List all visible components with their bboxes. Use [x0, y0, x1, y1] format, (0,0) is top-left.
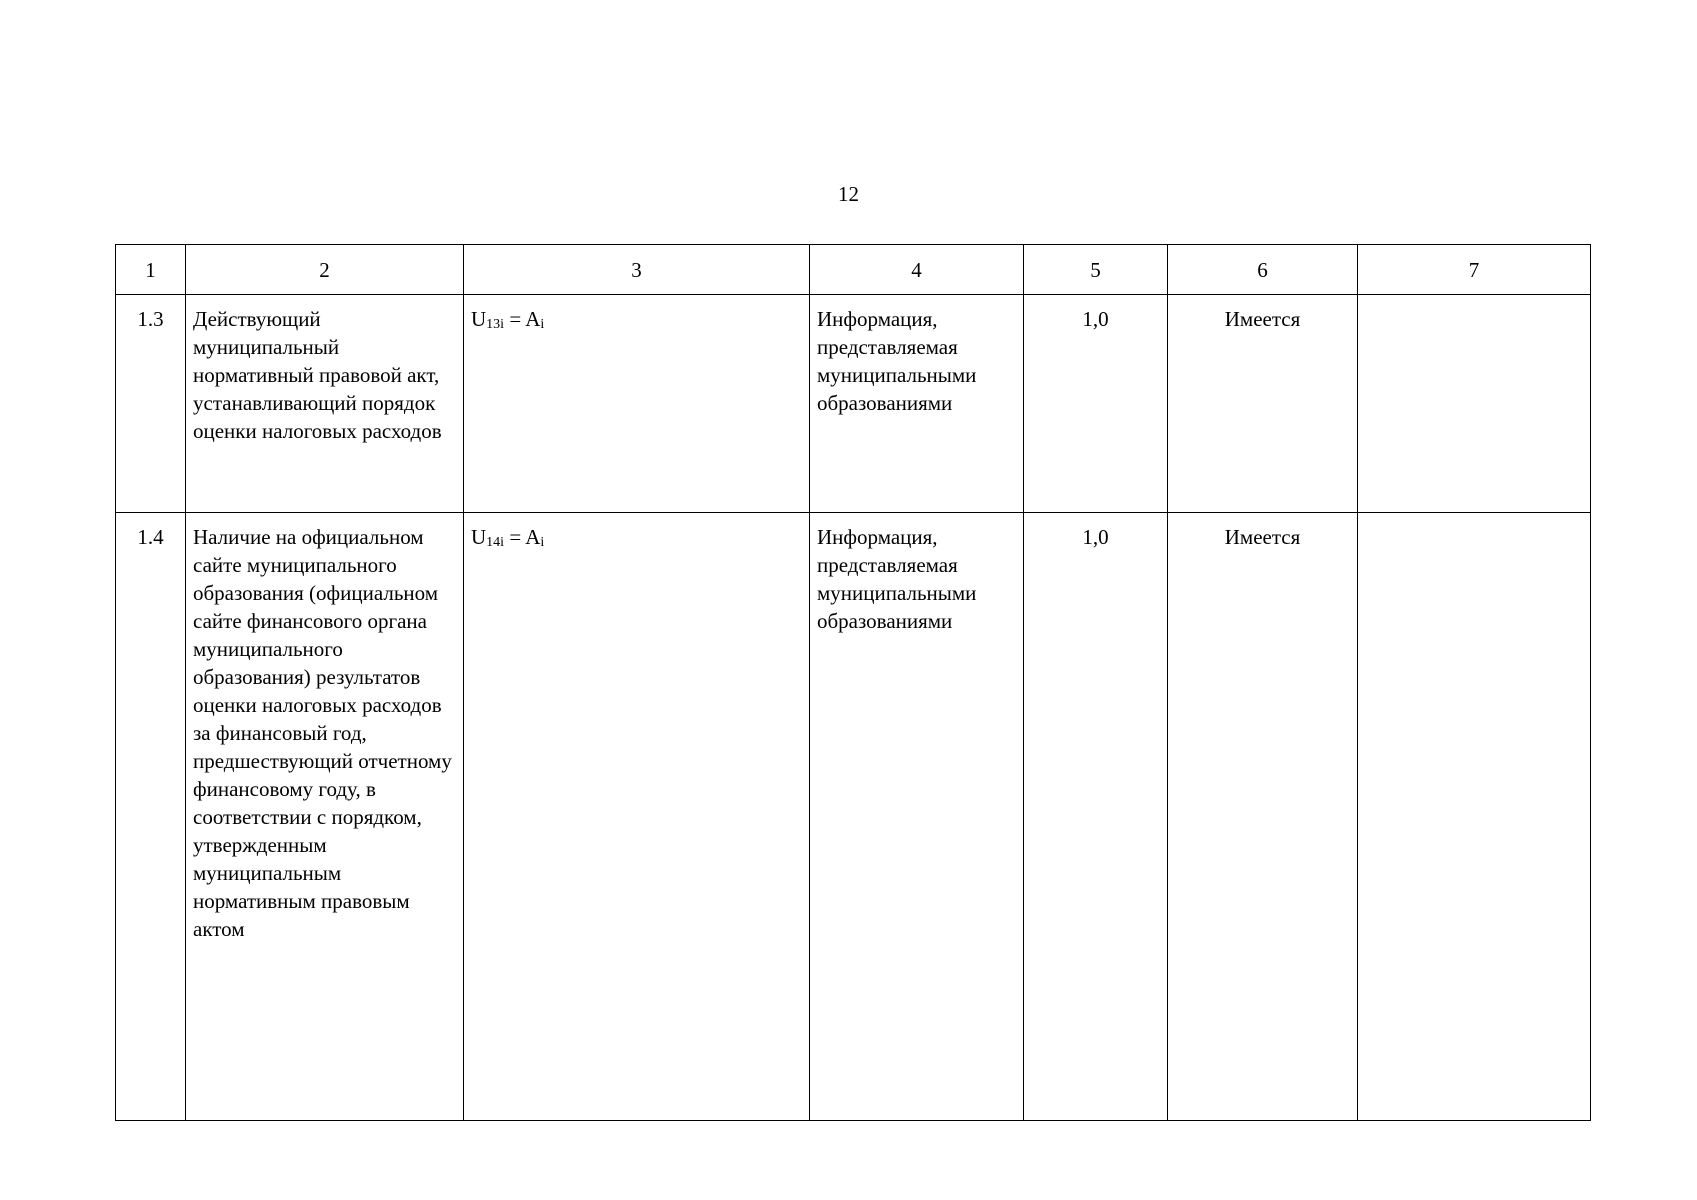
formula-result-subscript: i	[540, 317, 545, 332]
column-header: 3	[464, 245, 810, 295]
criterion-description: Действующий муниципальный нормативный правовой акт, устанавливающий порядок оценки налоговых расходов	[186, 295, 464, 513]
formula-subscript: 13i	[486, 317, 505, 332]
criterion-formula	[464, 513, 810, 1121]
formula-symbol: U	[471, 525, 487, 549]
row-number: 1.4	[116, 513, 186, 1121]
weight-value: 1,0	[1024, 513, 1168, 1121]
table-row	[116, 295, 1591, 513]
column-header: 4	[810, 245, 1024, 295]
formula-symbol: U	[471, 307, 487, 331]
formula-equals: =	[504, 525, 526, 549]
status-value: Имеется	[1168, 295, 1358, 513]
column-header: 5	[1024, 245, 1168, 295]
status-value: Имеется	[1168, 513, 1358, 1121]
row-number: 1.3	[116, 295, 186, 513]
column-header: 2	[186, 245, 464, 295]
formula-result-subscript: i	[540, 535, 545, 550]
data-source: Информация, представляемая муниципальными образованиями	[810, 295, 1024, 513]
weight-value: 1,0	[1024, 295, 1168, 513]
column-header: 1	[116, 245, 186, 295]
criterion-description: Наличие на официальном сайте муниципального образования (официальном сайте финансового органа муниципального образования) результатов оценки налоговых расходов за финансовый год, предшествующий отчетному финансовому году, в соответствии с порядком, утвержденным муниципальным нормативным правовым актом	[186, 513, 464, 1121]
table-row	[116, 513, 1591, 1121]
note-cell	[1358, 295, 1591, 513]
table-header-row	[116, 245, 1591, 295]
column-header: 6	[1168, 245, 1358, 295]
page-number: 12	[838, 182, 859, 206]
criteria-table	[115, 244, 1591, 1121]
formula-result-symbol: A	[525, 307, 541, 331]
formula-subscript: 14i	[486, 535, 505, 550]
formula-result-symbol: A	[525, 525, 541, 549]
note-cell	[1358, 513, 1591, 1121]
column-header: 7	[1358, 245, 1591, 295]
criterion-formula	[464, 295, 810, 513]
data-source: Информация, представляемая муниципальными образованиями	[810, 513, 1024, 1121]
formula-equals: =	[504, 307, 526, 331]
